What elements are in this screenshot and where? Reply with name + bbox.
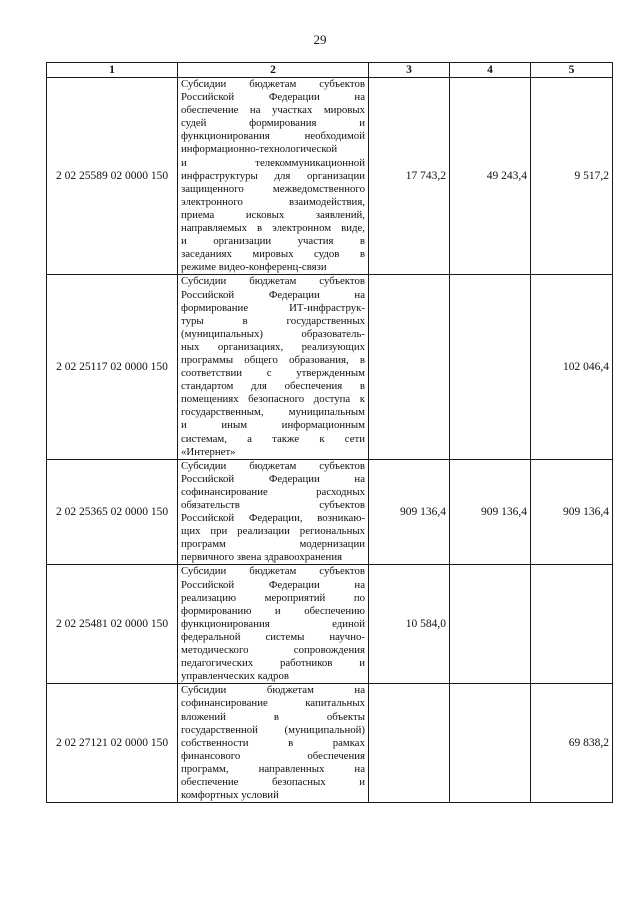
description-line: Субсидии бюджетам субъектов	[181, 565, 365, 578]
description-line: функционирования необходимой	[181, 130, 365, 143]
description-line: и телекоммуникационной	[181, 156, 365, 169]
description-line: комфортных условий	[181, 789, 279, 802]
table-row	[47, 684, 613, 803]
description-line: методического сопровождения	[181, 644, 365, 657]
description-line: программы общего образования, в	[181, 353, 365, 366]
amount-col-4	[450, 565, 531, 684]
description-line: щих при реализации региональных	[181, 525, 365, 538]
description-line: Российской Федерации на	[181, 91, 365, 104]
header-col-3: 3	[369, 63, 450, 78]
description-line: вложений в объекты	[181, 710, 365, 723]
description-line: программ модернизации	[181, 538, 365, 551]
revenue-code: 2 02 25365 02 0000 150	[47, 459, 178, 565]
description-line: софинансирование расходных	[181, 485, 365, 498]
revenue-code: 2 02 25589 02 0000 150	[47, 78, 178, 275]
revenue-description	[178, 459, 369, 565]
description-line: (муниципальных) образователь-	[181, 327, 365, 340]
description-line: направляемых в электронном виде,	[181, 222, 365, 235]
description-line: стандартом для обеспечения в	[181, 380, 365, 393]
description-line: помещениях безопасного доступа к	[181, 393, 365, 406]
description-line: федеральной системы научно-	[181, 630, 365, 643]
description-line: формирование ИТ-инфраструк-	[181, 301, 365, 314]
amount-col-4	[450, 684, 531, 803]
revenue-description	[178, 684, 369, 803]
description-line: формированию и обеспечению	[181, 604, 365, 617]
page-number: 29	[313, 32, 327, 47]
revenue-description	[178, 78, 369, 275]
description-line: первичного звена здравоохранения	[181, 551, 343, 564]
amount-col-5: 69 838,2	[531, 684, 613, 803]
description-line: Российской Федерации на	[181, 472, 365, 485]
description-line: педагогических работников и	[181, 657, 365, 670]
description-line: функционирования единой	[181, 617, 365, 630]
amount-col-3: 10 584,0	[369, 565, 450, 684]
amount-col-3: 909 136,4	[369, 459, 450, 565]
description-line: защищенного межведомственного	[181, 182, 365, 195]
description-line: системам, а также к сети	[181, 432, 365, 445]
description-line: приема исковых заявлений,	[181, 208, 365, 221]
revenue-description	[178, 275, 369, 459]
description-line: судей формирования и	[181, 117, 365, 130]
amount-col-4: 909 136,4	[450, 459, 531, 565]
revenue-code: 2 02 25117 02 0000 150	[47, 275, 178, 459]
description-line: Российской Федерации, возникаю-	[181, 512, 365, 525]
header-col-2: 2	[178, 63, 369, 78]
description-line: государственной (муниципальной)	[181, 723, 365, 736]
description-line: обеспечение на участках мировых	[181, 104, 365, 117]
description-line: заседаниях мировых судов в	[181, 248, 365, 261]
description-line: обеспечение безопасных и	[181, 775, 365, 788]
description-line: государственным, муниципальным	[181, 406, 365, 419]
description-line: реализацию мероприятий по	[181, 591, 365, 604]
description-line: программ, направленных на	[181, 762, 365, 775]
revenue-code: 2 02 25481 02 0000 150	[47, 565, 178, 684]
description-line: туры в государственных	[181, 314, 365, 327]
amount-col-4: 49 243,4	[450, 78, 531, 275]
description-line: и иным информационным	[181, 419, 365, 432]
description-line: инфраструктуры для организации	[181, 169, 365, 182]
amount-col-5: 9 517,2	[531, 78, 613, 275]
table-row	[47, 78, 613, 275]
description-line: информационно-технологической	[181, 143, 338, 156]
description-line: и организации участия в	[181, 235, 365, 248]
description-line: Субсидии бюджетам субъектов	[181, 78, 365, 90]
amount-col-5: 909 136,4	[531, 459, 613, 565]
description-line: собственности в рамках	[181, 736, 365, 749]
description-line: Субсидии бюджетам субъектов	[181, 275, 365, 288]
amount-col-3	[369, 275, 450, 459]
budget-table	[46, 62, 613, 803]
description-line: электронного взаимодействия,	[181, 195, 365, 208]
amount-col-3	[369, 684, 450, 803]
description-line: режиме видео-конференц-связи	[181, 261, 327, 274]
table-row	[47, 275, 613, 459]
header-row	[47, 63, 613, 78]
revenue-code: 2 02 27121 02 0000 150	[47, 684, 178, 803]
amount-col-3: 17 743,2	[369, 78, 450, 275]
header-col-5: 5	[531, 63, 613, 78]
description-line: соответствии с утвержденным	[181, 367, 365, 380]
amount-col-5: 102 046,4	[531, 275, 613, 459]
description-line: Субсидии бюджетам на	[181, 684, 365, 697]
description-line: Субсидии бюджетам субъектов	[181, 459, 365, 472]
table-row	[47, 459, 613, 565]
description-line: обязательств субъектов	[181, 499, 365, 511]
amount-col-4	[450, 275, 531, 459]
description-line: ных организациях, реализующих	[181, 340, 365, 353]
header-col-1: 1	[47, 63, 178, 78]
description-line: Российской Федерации на	[181, 288, 365, 301]
description-line: финансового обеспечения	[181, 749, 365, 762]
description-line: управленческих кадров	[181, 670, 289, 683]
description-line: софинансирование капитальных	[181, 697, 365, 710]
amount-col-5	[531, 565, 613, 684]
revenue-description	[178, 565, 369, 684]
header-col-4: 4	[450, 63, 531, 78]
description-line: Российской Федерации на	[181, 578, 365, 591]
table-row	[47, 565, 613, 684]
description-line: «Интернет»	[181, 445, 236, 458]
